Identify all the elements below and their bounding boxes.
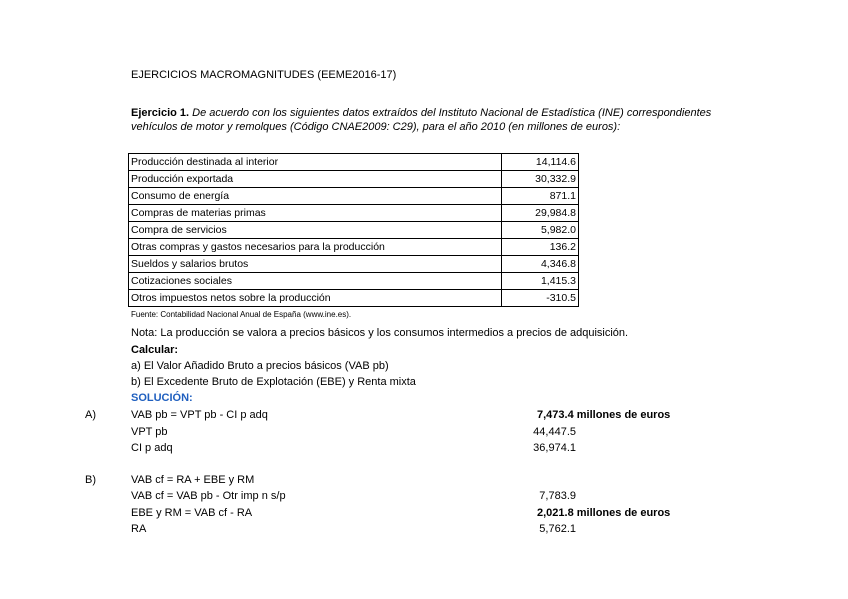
part-a-item-label: CI p adq (131, 442, 173, 454)
part-a-letter: A) (85, 409, 96, 421)
table-cell-value: -310.5 (502, 290, 579, 307)
part-a-formula: VAB pb = VPT pb - CI p adq (131, 409, 268, 421)
part-b-line3-value: 2,021.8 (537, 507, 574, 519)
table-row (129, 188, 579, 205)
source-note: Fuente: Contabilidad Nacional Anual de España (www.ine.es). (131, 310, 352, 319)
table-cell-label: Compras de materias primas (129, 205, 502, 222)
part-b-line3-unit: millones de euros (576, 507, 671, 519)
part-b-letter: B) (85, 474, 96, 486)
part-a-result-value: 7,473.4 (537, 409, 574, 421)
table-row (129, 154, 579, 171)
table-cell-value: 4,346.8 (502, 256, 579, 273)
data-table (128, 153, 579, 307)
table-row (129, 239, 579, 256)
table-row (129, 290, 579, 307)
table-cell-label: Producción exportada (129, 171, 502, 188)
table-row (129, 171, 579, 188)
exercise-text-1: De acuerdo con los siguientes datos extraídos del Instituto Nacional de Estadística (INE) correspondientes (192, 107, 712, 119)
note: Nota: La producción se valora a precios básicos y los consumos intermedios a precios de adquisición. (131, 327, 629, 339)
table-cell-value: 29,984.8 (502, 205, 579, 222)
part-b-line3-result (537, 507, 670, 519)
table-cell-value: 1,415.3 (502, 273, 579, 290)
table-cell-value: 871.1 (502, 188, 579, 205)
part-a-item-value: 36,974.1 (533, 442, 576, 454)
table-cell-label: Otras compras y gastos necesarios para la producción (129, 239, 502, 256)
table-row (129, 273, 579, 290)
exercise-line-2 (131, 120, 735, 134)
exercise-label: Ejercicio 1. (131, 107, 190, 119)
exercise-text-2: vehículos de motor y remolques (Código CNAE2009: C29), para el año 2010 (en millones de euros): (131, 121, 621, 133)
part-a-item-value: 44,447.5 (533, 426, 576, 438)
part-b-line4-value: 5,762.1 (539, 523, 576, 535)
calcular-heading: Calcular: (131, 344, 179, 356)
part-b-line4-label: RA (131, 523, 147, 535)
table-cell-value: 5,982.0 (502, 222, 579, 239)
part-b-line2-label: VAB cf = VAB pb - Otr imp n s/p (131, 490, 286, 502)
exercise-line-1 (131, 106, 735, 120)
table-cell-label: Producción destinada al interior (129, 154, 502, 171)
document-title: EJERCICIOS MACROMAGNITUDES (EEME2016-17) (131, 69, 397, 81)
part-b-line3-label: EBE y RM = VAB cf - RA (131, 507, 253, 519)
table-row (129, 222, 579, 239)
table-cell-label: Compra de servicios (129, 222, 502, 239)
part-a-result-unit: millones de euros (576, 409, 671, 421)
table-row (129, 205, 579, 222)
table-cell-value: 30,332.9 (502, 171, 579, 188)
question-a: a) El Valor Añadido Bruto a precios básicos (VAB pb) (131, 360, 389, 372)
table-cell-label: Otros impuestos netos sobre la producción (129, 290, 502, 307)
table-cell-label: Consumo de energía (129, 188, 502, 205)
table-cell-label: Sueldos y salarios brutos (129, 256, 502, 273)
table-cell-value: 136.2 (502, 239, 579, 256)
table-cell-label: Cotizaciones sociales (129, 273, 502, 290)
exercise-statement (131, 106, 735, 134)
question-b: b) El Excedente Bruto de Explotación (EBE) y Renta mixta (131, 376, 416, 388)
solucion-heading: SOLUCIÓN: (131, 392, 193, 404)
part-b-formula: VAB cf = RA + EBE y RM (131, 474, 255, 486)
part-b-line2-value: 7,783.9 (539, 490, 576, 502)
table-cell-value: 14,114.6 (502, 154, 579, 171)
table-row (129, 256, 579, 273)
part-a-result (537, 409, 670, 421)
part-a-item-label: VPT pb (131, 426, 168, 438)
data-table-body (129, 154, 579, 307)
